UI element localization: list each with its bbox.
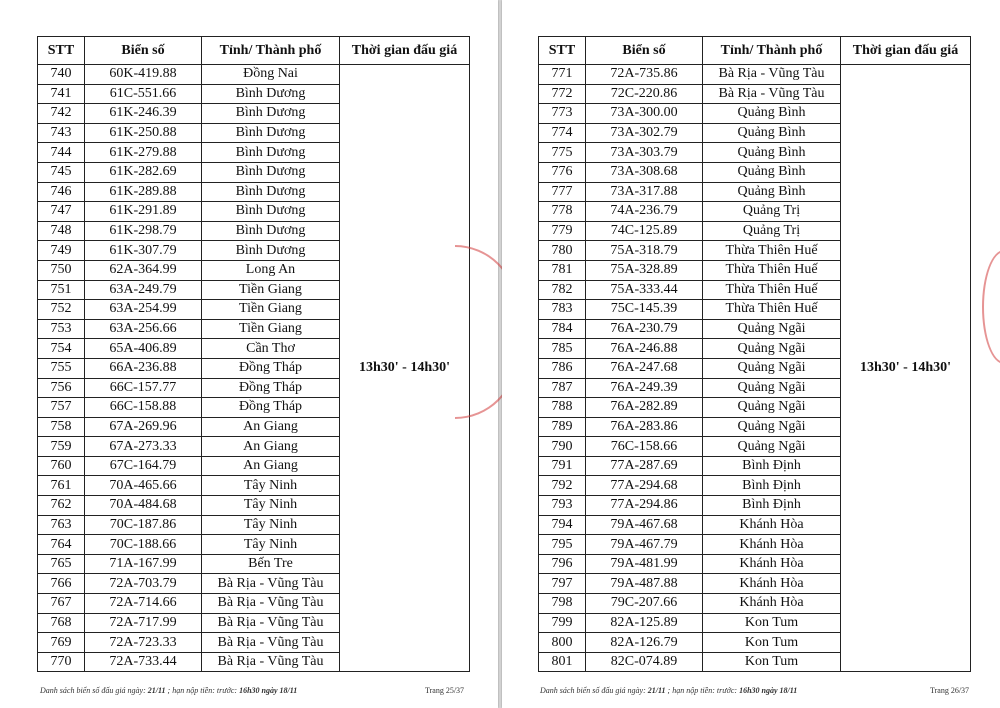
- cell-stt: 751: [38, 280, 85, 300]
- cell-province: An Giang: [202, 417, 340, 437]
- cell-province: An Giang: [202, 456, 340, 476]
- cell-province: Quảng Trị: [703, 221, 841, 241]
- cell-stt: 754: [38, 339, 85, 359]
- cell-stt: 773: [539, 104, 586, 124]
- cell-plate: 72A-733.44: [85, 652, 202, 672]
- cell-plate: 63A-249.79: [85, 280, 202, 300]
- cell-stt: 786: [539, 358, 586, 378]
- cell-province: Kon Tum: [703, 613, 841, 633]
- cell-stt: 795: [539, 535, 586, 555]
- cell-stt: 745: [38, 162, 85, 182]
- cell-plate: 66A-236.88: [85, 358, 202, 378]
- table-header-row: [38, 37, 470, 65]
- cell-province: Bà Rịa - Vũng Tàu: [202, 594, 340, 614]
- cell-stt: 748: [38, 221, 85, 241]
- cell-plate: 75A-333.44: [586, 280, 703, 300]
- cell-province: Quảng Bình: [703, 143, 841, 163]
- table-row: [38, 65, 470, 85]
- cell-stt: 757: [38, 398, 85, 418]
- cell-stt: 787: [539, 378, 586, 398]
- cell-stt: 763: [38, 515, 85, 535]
- cell-province: Tây Ninh: [202, 476, 340, 496]
- cell-province: Khánh Hòa: [703, 515, 841, 535]
- cell-plate: 61K-289.88: [85, 182, 202, 202]
- cell-province: Bà Rịa - Vũng Tàu: [202, 652, 340, 672]
- cell-plate: 73A-317.88: [586, 182, 703, 202]
- cell-plate: 73A-300.00: [586, 104, 703, 124]
- cell-province: Tiền Giang: [202, 280, 340, 300]
- cell-stt: 749: [38, 241, 85, 261]
- cell-plate: 71A-167.99: [85, 554, 202, 574]
- cell-province: Bình Dương: [202, 123, 340, 143]
- cell-plate: 61K-279.88: [85, 143, 202, 163]
- cell-plate: 67C-164.79: [85, 456, 202, 476]
- cell-stt: 778: [539, 202, 586, 222]
- footer-mid: ; hạn nộp tiền: trước:: [165, 686, 240, 695]
- cell-stt: 801: [539, 652, 586, 672]
- cell-province: Đồng Tháp: [202, 358, 340, 378]
- cell-province: Bình Định: [703, 476, 841, 496]
- cell-province: Khánh Hòa: [703, 574, 841, 594]
- cell-stt: 792: [539, 476, 586, 496]
- cell-province: Quảng Ngãi: [703, 378, 841, 398]
- cell-stt: 788: [539, 398, 586, 418]
- cell-plate: 73A-302.79: [586, 123, 703, 143]
- cell-province: Bà Rịa - Vũng Tàu: [703, 84, 841, 104]
- cell-plate: 82A-126.79: [586, 633, 703, 653]
- cell-province: Quảng Ngãi: [703, 398, 841, 418]
- header-time: Thời gian đấu giá: [340, 37, 470, 65]
- cell-province: Quảng Bình: [703, 123, 841, 143]
- cell-province: Long An: [202, 260, 340, 280]
- cell-province: Tiền Giang: [202, 319, 340, 339]
- cell-stt: 764: [38, 535, 85, 555]
- cell-plate: 73A-308.68: [586, 162, 703, 182]
- plate-table-right: [538, 36, 971, 672]
- cell-plate: 75A-318.79: [586, 241, 703, 261]
- table-body-right: [539, 65, 971, 672]
- document-page-left: [0, 0, 498, 708]
- cell-plate: 61K-246.39: [85, 104, 202, 124]
- header-province: Tỉnh/ Thành phố: [703, 37, 841, 65]
- cell-auction-time: 13h30' - 14h30': [340, 65, 470, 672]
- cell-province: Thừa Thiên Huế: [703, 260, 841, 280]
- cell-plate: 82C-074.89: [586, 652, 703, 672]
- cell-plate: 79A-467.79: [586, 535, 703, 555]
- cell-province: Bình Dương: [202, 221, 340, 241]
- cell-plate: 76A-246.88: [586, 339, 703, 359]
- cell-plate: 79A-487.88: [586, 574, 703, 594]
- cell-plate: 76A-283.86: [586, 417, 703, 437]
- cell-plate: 61K-250.88: [85, 123, 202, 143]
- footer-prefix: Danh sách biển số đấu giá ngày:: [40, 686, 148, 695]
- cell-plate: 63A-256.66: [85, 319, 202, 339]
- table-row: [539, 65, 971, 85]
- cell-province: Quảng Bình: [703, 104, 841, 124]
- cell-plate: 61K-291.89: [85, 202, 202, 222]
- footer-mid: ; hạn nộp tiền: trước:: [665, 686, 740, 695]
- footer-deadline: 16h30 ngày 18/11: [239, 686, 298, 695]
- cell-stt: 753: [38, 319, 85, 339]
- page-number: Trang 25/37: [425, 686, 465, 695]
- cell-plate: 61K-307.79: [85, 241, 202, 261]
- cell-province: Tiền Giang: [202, 300, 340, 320]
- cell-stt: 783: [539, 300, 586, 320]
- cell-stt: 746: [38, 182, 85, 202]
- cell-province: Bà Rịa - Vũng Tàu: [202, 574, 340, 594]
- cell-stt: 767: [38, 594, 85, 614]
- cell-plate: 77A-287.69: [586, 456, 703, 476]
- cell-province: Kon Tum: [703, 633, 841, 653]
- cell-stt: 743: [38, 123, 85, 143]
- cell-province: Bến Tre: [202, 554, 340, 574]
- cell-province: Tây Ninh: [202, 535, 340, 555]
- cell-plate: 79A-467.68: [586, 515, 703, 535]
- cell-stt: 740: [38, 65, 85, 85]
- cell-stt: 747: [38, 202, 85, 222]
- cell-plate: 79C-207.66: [586, 594, 703, 614]
- cell-province: Bà Rịa - Vũng Tàu: [202, 613, 340, 633]
- header-time: Thời gian đấu giá: [841, 37, 971, 65]
- cell-province: Bà Rịa - Vũng Tàu: [202, 633, 340, 653]
- cell-plate: 67A-273.33: [85, 437, 202, 457]
- cell-plate: 72A-723.33: [85, 633, 202, 653]
- cell-province: Bình Dương: [202, 241, 340, 261]
- cell-province: Quảng Bình: [703, 162, 841, 182]
- cell-plate: 77A-294.68: [586, 476, 703, 496]
- cell-stt: 770: [38, 652, 85, 672]
- cell-plate: 70C-187.86: [85, 515, 202, 535]
- cell-stt: 780: [539, 241, 586, 261]
- header-stt: STT: [38, 37, 85, 65]
- cell-province: Đồng Tháp: [202, 378, 340, 398]
- cell-stt: 776: [539, 162, 586, 182]
- cell-province: Thừa Thiên Huế: [703, 241, 841, 261]
- cell-stt: 800: [539, 633, 586, 653]
- cell-province: Tây Ninh: [202, 496, 340, 516]
- cell-province: Bình Định: [703, 456, 841, 476]
- cell-stt: 741: [38, 84, 85, 104]
- cell-stt: 789: [539, 417, 586, 437]
- cell-plate: 61K-282.69: [85, 162, 202, 182]
- cell-province: Thừa Thiên Huế: [703, 300, 841, 320]
- cell-plate: 66C-158.88: [85, 398, 202, 418]
- footer-date: 21/11: [647, 686, 666, 695]
- cell-province: Bình Dương: [202, 162, 340, 182]
- cell-province: Quảng Ngãi: [703, 358, 841, 378]
- plate-table-left: [37, 36, 470, 672]
- cell-plate: 67A-269.96: [85, 417, 202, 437]
- cell-stt: 784: [539, 319, 586, 339]
- cell-plate: 76A-230.79: [586, 319, 703, 339]
- cell-plate: 70A-484.68: [85, 496, 202, 516]
- cell-plate: 61C-551.66: [85, 84, 202, 104]
- cell-province: Khánh Hòa: [703, 594, 841, 614]
- cell-stt: 771: [539, 65, 586, 85]
- cell-stt: 762: [38, 496, 85, 516]
- cell-plate: 63A-254.99: [85, 300, 202, 320]
- cell-stt: 742: [38, 104, 85, 124]
- cell-plate: 82A-125.89: [586, 613, 703, 633]
- cell-plate: 73A-303.79: [586, 143, 703, 163]
- cell-plate: 72A-717.99: [85, 613, 202, 633]
- cell-province: An Giang: [202, 437, 340, 457]
- cell-plate: 61K-298.79: [85, 221, 202, 241]
- header-stt: STT: [539, 37, 586, 65]
- cell-stt: 750: [38, 260, 85, 280]
- cell-stt: 790: [539, 437, 586, 457]
- cell-stt: 765: [38, 554, 85, 574]
- cell-province: Cần Thơ: [202, 339, 340, 359]
- cell-province: Bình Dương: [202, 182, 340, 202]
- cell-province: Tây Ninh: [202, 515, 340, 535]
- cell-stt: 744: [38, 143, 85, 163]
- header-plate: Biển số: [85, 37, 202, 65]
- cell-province: Quảng Trị: [703, 202, 841, 222]
- cell-stt: 793: [539, 496, 586, 516]
- cell-plate: 74C-125.89: [586, 221, 703, 241]
- cell-stt: 781: [539, 260, 586, 280]
- cell-plate: 72A-703.79: [85, 574, 202, 594]
- cell-stt: 766: [38, 574, 85, 594]
- cell-plate: 79A-481.99: [586, 554, 703, 574]
- cell-stt: 772: [539, 84, 586, 104]
- cell-province: Quảng Ngãi: [703, 319, 841, 339]
- cell-plate: 72C-220.86: [586, 84, 703, 104]
- footer-date: 21/11: [147, 686, 166, 695]
- cell-stt: 798: [539, 594, 586, 614]
- cell-stt: 758: [38, 417, 85, 437]
- table-header-row: [539, 37, 971, 65]
- cell-plate: 65A-406.89: [85, 339, 202, 359]
- cell-plate: 76A-282.89: [586, 398, 703, 418]
- cell-province: Quảng Bình: [703, 182, 841, 202]
- cell-province: Đồng Nai: [202, 65, 340, 85]
- cell-plate: 75C-145.39: [586, 300, 703, 320]
- cell-plate: 76A-247.68: [586, 358, 703, 378]
- cell-province: Bà Rịa - Vũng Tàu: [703, 65, 841, 85]
- cell-stt: 774: [539, 123, 586, 143]
- cell-province: Khánh Hòa: [703, 535, 841, 555]
- footer-deadline: 16h30 ngày 18/11: [739, 686, 798, 695]
- header-province: Tỉnh/ Thành phố: [202, 37, 340, 65]
- cell-plate: 72A-735.86: [586, 65, 703, 85]
- cell-stt: 796: [539, 554, 586, 574]
- cell-stt: 768: [38, 613, 85, 633]
- cell-stt: 791: [539, 456, 586, 476]
- cell-stt: 775: [539, 143, 586, 163]
- cell-stt: 756: [38, 378, 85, 398]
- cell-province: Bình Dương: [202, 104, 340, 124]
- cell-province: Quảng Ngãi: [703, 437, 841, 457]
- footer-prefix: Danh sách biển số đấu giá ngày:: [540, 686, 648, 695]
- footer-note: [40, 686, 297, 695]
- cell-stt: 761: [38, 476, 85, 496]
- cell-stt: 755: [38, 358, 85, 378]
- table-body-left: [38, 65, 470, 672]
- cell-auction-time: 13h30' - 14h30': [841, 65, 971, 672]
- cell-plate: 77A-294.86: [586, 496, 703, 516]
- footer-note: [540, 686, 797, 695]
- cell-province: Thừa Thiên Huế: [703, 280, 841, 300]
- cell-province: Bình Định: [703, 496, 841, 516]
- red-stamp-mark: [982, 250, 1000, 364]
- cell-plate: 76A-249.39: [586, 378, 703, 398]
- cell-province: Đồng Tháp: [202, 398, 340, 418]
- cell-plate: 66C-157.77: [85, 378, 202, 398]
- cell-province: Bình Dương: [202, 84, 340, 104]
- cell-plate: 76C-158.66: [586, 437, 703, 457]
- cell-stt: 794: [539, 515, 586, 535]
- cell-stt: 779: [539, 221, 586, 241]
- header-plate: Biển số: [586, 37, 703, 65]
- cell-stt: 785: [539, 339, 586, 359]
- cell-province: Khánh Hòa: [703, 554, 841, 574]
- cell-plate: 70A-465.66: [85, 476, 202, 496]
- cell-plate: 72A-714.66: [85, 594, 202, 614]
- page-number: Trang 26/37: [930, 686, 970, 695]
- cell-stt: 760: [38, 456, 85, 476]
- cell-province: Quảng Ngãi: [703, 339, 841, 359]
- document-page-right: [502, 0, 1000, 708]
- cell-stt: 777: [539, 182, 586, 202]
- cell-stt: 799: [539, 613, 586, 633]
- cell-stt: 759: [38, 437, 85, 457]
- cell-stt: 797: [539, 574, 586, 594]
- cell-plate: 70C-188.66: [85, 535, 202, 555]
- cell-province: Bình Dương: [202, 202, 340, 222]
- cell-stt: 782: [539, 280, 586, 300]
- cell-province: Bình Dương: [202, 143, 340, 163]
- cell-province: Kon Tum: [703, 652, 841, 672]
- cell-stt: 752: [38, 300, 85, 320]
- cell-plate: 60K-419.88: [85, 65, 202, 85]
- cell-plate: 74A-236.79: [586, 202, 703, 222]
- cell-plate: 62A-364.99: [85, 260, 202, 280]
- cell-plate: 75A-328.89: [586, 260, 703, 280]
- cell-province: Quảng Ngãi: [703, 417, 841, 437]
- cell-stt: 769: [38, 633, 85, 653]
